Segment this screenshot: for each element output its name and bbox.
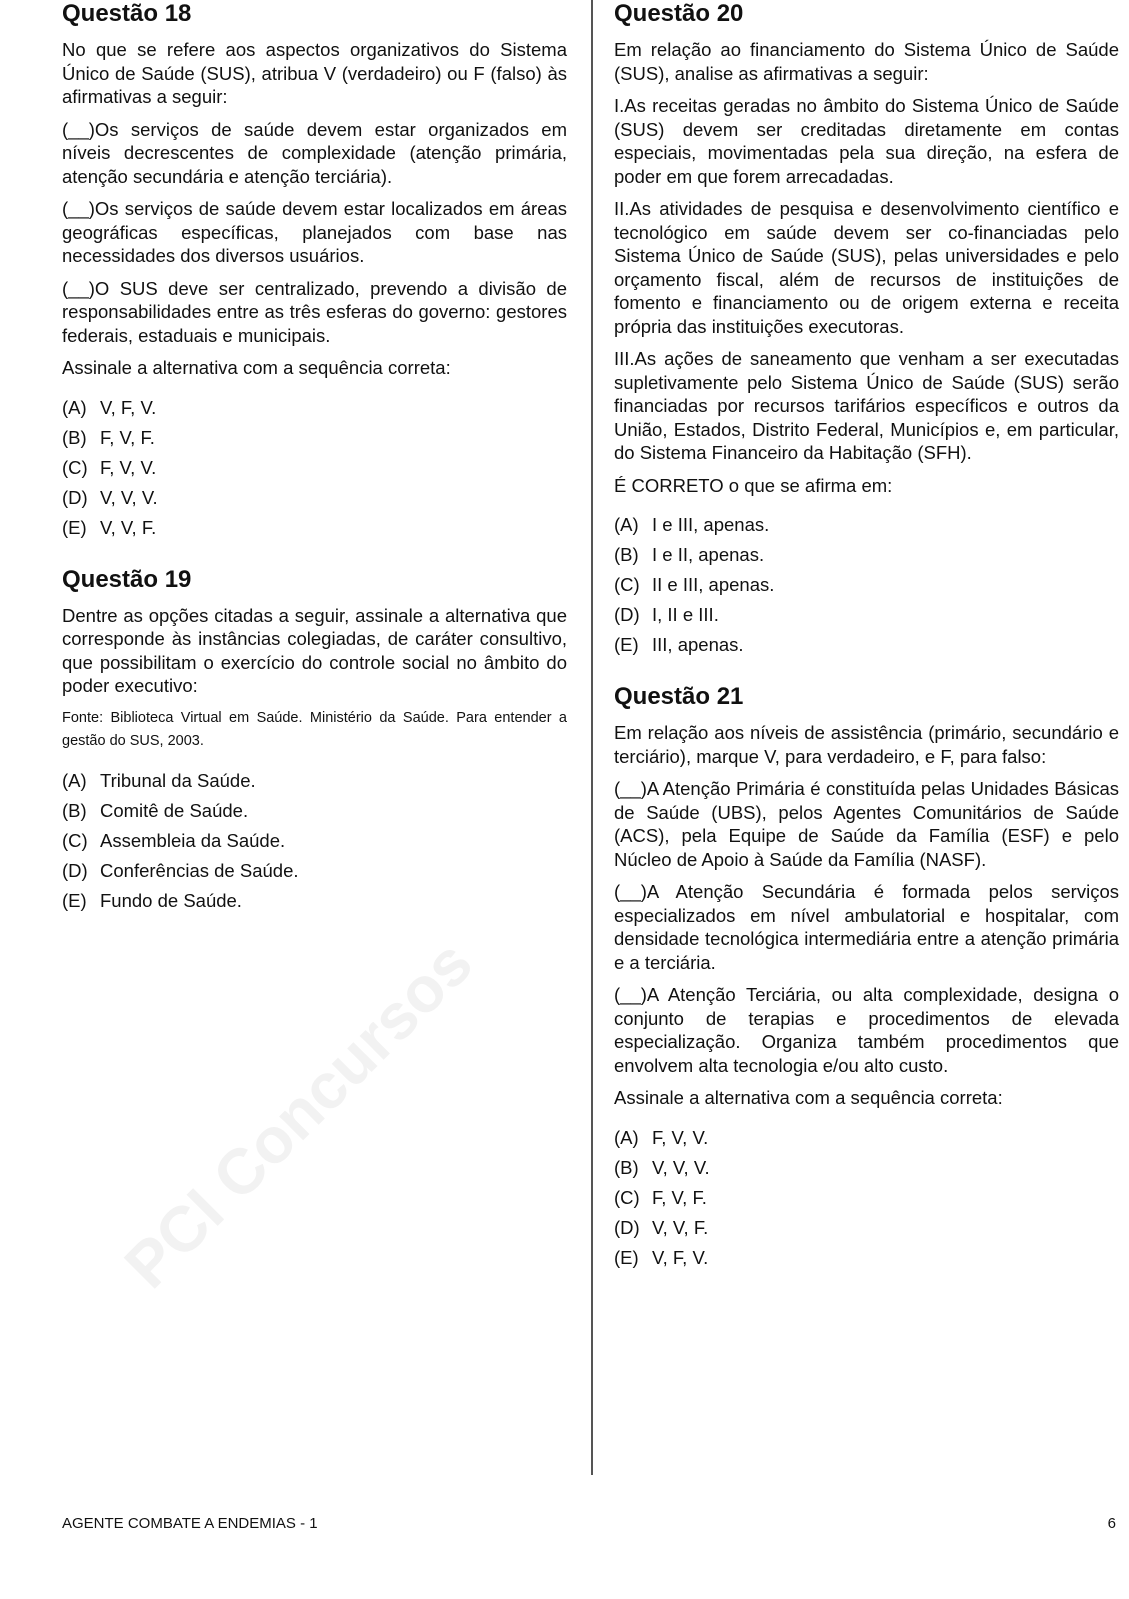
option-a: (A) I e III, apenas. — [614, 514, 770, 535]
question-intro: Em relação aos níveis de assistência (primário, secundário e terciário), marque V, para verdadeiro, e F, para falso: — [614, 722, 1119, 767]
option-c: (C) II e III, apenas. — [614, 574, 775, 595]
statement: III.As ações de saneamento que venham a ser executadas supletivamente pelo Sistema Único de Saúde (SUS) serão financiadas por recursos tarifários específicos e outros da União, Estados, Distrito Federal, Municípios e, em particular, do Sistema Financeiro da Habitação (SFH). — [614, 348, 1119, 463]
question-title: Questão 19 — [62, 565, 192, 593]
left-column — [62, 0, 567, 927]
statement: (__)A Atenção Terciária, ou alta complexidade, designa o conjunto de terapias e procedimentos de elevada especialização. Organiza também procedimentos que envolvem alta tecnologia e/ou alto custo. — [614, 984, 1119, 1076]
option-b: (B) I e II, apenas. — [614, 544, 765, 565]
statement: (__)O SUS deve ser centralizado, prevendo a divisão de responsabilidades entre as três esferas do governo: gestores federais, estaduais e municipais. — [62, 277, 567, 346]
option-e: (E) V, V, F. — [62, 516, 157, 538]
statement: (__)Os serviços de saúde devem estar organizados em níveis decrescentes de complexidade (atenção primária, atenção secundária e atenção terciária). — [62, 118, 567, 187]
option-c: (C) F, V, F. — [614, 1186, 707, 1208]
question-title: Questão 20 — [614, 0, 744, 27]
question-title: Questão 18 — [62, 0, 192, 27]
option-d: (D) V, V, V. — [62, 486, 158, 508]
option-b: (B) V, V, V. — [614, 1156, 710, 1178]
page-number: 6 — [1107, 1515, 1116, 1532]
option-b: (B) F, V, F. — [62, 426, 155, 448]
option-d: (D) I, II e III. — [614, 604, 719, 625]
options-list — [614, 1126, 1119, 1270]
option-a: (A) F, V, V. — [614, 1126, 709, 1148]
footer-exam-name: AGENTE COMBATE A ENDEMIAS - 1 — [62, 1515, 318, 1532]
question-intro: Dentre as opções citadas a seguir, assinale a alternativa que corresponde às instâncias colegiadas, de caráter consultivo, que possibilitam o exercício do controle social no âmbito do poder executivo: — [62, 604, 567, 696]
question-prompt: É CORRETO o que se afirma em: — [614, 474, 893, 496]
option-a: (A) Tribunal da Saúde. — [62, 769, 256, 791]
options-list — [614, 513, 1119, 657]
statement: (__)Os serviços de saúde devem estar localizados em áreas geográficas específicas, planejados com base nas necessidades dos diversos usuários. — [62, 198, 567, 266]
option-c: (C) Assembleia da Saúde. — [62, 829, 286, 851]
option-c: (C) F, V, V. — [62, 456, 157, 478]
statement: (__)A Atenção Secundária é formada pelos serviços especializados em nível ambulatorial e hospitalar, com densidade tecnológica intermediária entre a atenção primária e a terciária. — [614, 881, 1119, 973]
options-list — [62, 769, 567, 913]
question-18 — [62, 0, 567, 540]
question-21 — [614, 683, 1119, 1270]
statement: II.As atividades de pesquisa e desenvolvimento científico e tecnológico em saúde devem ser co-financiadas pelo Sistema Único de Saúde (SUS), pelas universidades e pelo orçamento fiscal, além de recursos de instituições de fomento e financiamento ou de origem externa e receita própria das instituições executoras. — [614, 198, 1119, 337]
question-20 — [614, 0, 1119, 657]
option-e: (E) Fundo de Saúde. — [62, 889, 242, 911]
question-19 — [62, 566, 567, 913]
question-prompt: Assinale a alternativa com a sequência correta: — [62, 357, 451, 378]
question-prompt: Assinale a alternativa com a sequência correta: — [614, 1087, 1003, 1108]
question-title: Questão 21 — [614, 683, 744, 710]
option-e: (E) III, apenas. — [614, 634, 744, 655]
option-e: (E) V, F, V. — [614, 1246, 709, 1268]
options-list — [62, 396, 567, 540]
option-d: (D) V, V, F. — [614, 1216, 709, 1238]
statement: (__)A Atenção Primária é constituída pelas Unidades Básicas de Saúde (UBS), pelos Agentes Comunitários de Saúde (ACS), pela Equipe de Saúde da Família (ESF) e pelo Núcleo de Apoio à Saúde da Família (NASF). — [614, 778, 1119, 870]
column-divider — [591, 0, 593, 1475]
right-column — [614, 0, 1119, 1284]
statement: I.As receitas geradas no âmbito do Sistema Único de Saúde (SUS) devem ser creditadas diretamente em contas especiais, movimentadas pela sua direção, na esfera de poder em que forem arrecadadas. — [614, 95, 1119, 187]
source-note: Fonte: Biblioteca Virtual em Saúde. Ministério da Saúde. Para entender a gestão do SUS, 2003. — [62, 709, 567, 749]
option-d: (D) Conferências de Saúde. — [62, 859, 299, 881]
option-b: (B) Comitê de Saúde. — [62, 799, 249, 821]
question-intro: No que se refere aos aspectos organizativos do Sistema Único de Saúde (SUS), atribua V (verdadeiro) ou F (falso) às afirmativas a seguir: — [62, 39, 567, 107]
question-intro: Em relação ao financiamento do Sistema Único de Saúde (SUS), analise as afirmativas a seguir: — [614, 39, 1119, 84]
watermark: PCI Concursos — [110, 926, 487, 1302]
option-a: (A) V, F, V. — [62, 396, 157, 418]
